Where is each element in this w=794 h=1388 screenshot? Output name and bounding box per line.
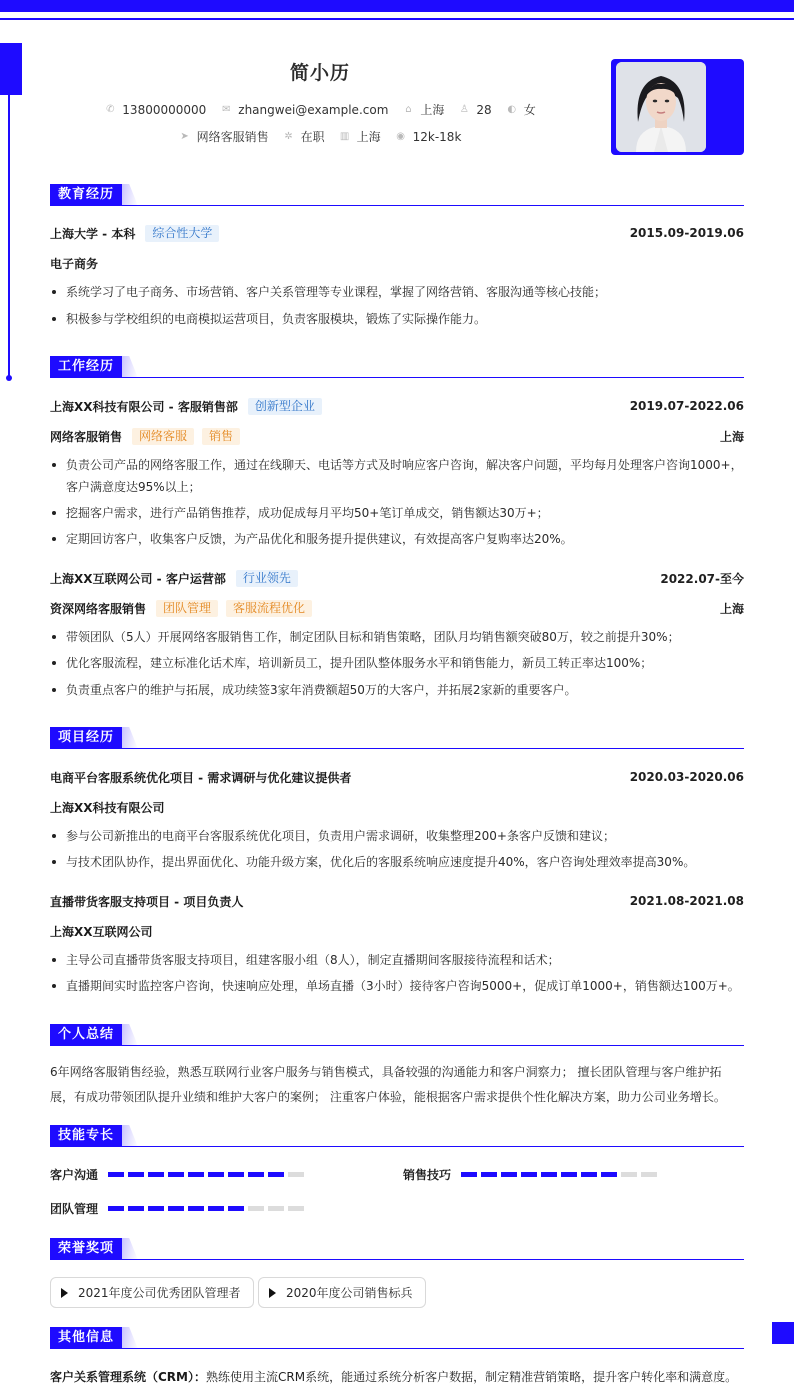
section-education <box>50 184 744 206</box>
skill-segment-filled <box>168 1172 184 1177</box>
project-company-row <box>50 798 744 816</box>
company-name: 上海XX科技有限公司 - 客服销售部 <box>50 399 238 414</box>
company-badge: 行业领先 <box>236 570 298 587</box>
skill-segment-filled <box>521 1172 537 1177</box>
project-bullet: 主导公司直播带货客服支持项目，组建客服小组（8人），制定直播期间客服接待流程和话术； <box>50 949 744 971</box>
age-icon: ♙ <box>459 104 469 115</box>
profile-photo <box>616 62 706 152</box>
project-date: 2021.08-2021.08 <box>629 894 744 908</box>
work-entry-header <box>50 397 744 415</box>
section-title-fade <box>122 1024 138 1046</box>
gender-icon: ◐ <box>507 104 517 115</box>
section-rule <box>50 1045 744 1046</box>
section-rule <box>50 1348 744 1349</box>
skill-level-bar <box>108 1206 304 1211</box>
school-name: 上海大学 - 本科 <box>50 226 136 241</box>
section-title-fade <box>122 184 138 206</box>
work-bullet: 挖掘客户需求，进行产品销售推荐，成功促成每月平均50+笔订单成交，销售额达30万+； <box>50 502 744 524</box>
status-icon: ✲ <box>284 131 293 142</box>
skill-segment-filled <box>108 1172 124 1177</box>
section-title: 工作经历 <box>50 356 122 378</box>
section-honors <box>50 1238 744 1260</box>
section-title-fade <box>122 1327 138 1349</box>
section-rule <box>50 205 744 206</box>
section-projects <box>50 727 744 749</box>
section-title-fade <box>122 1125 138 1147</box>
job-status-value: 在职 <box>300 130 325 144</box>
section-title: 荣誉奖项 <box>50 1238 122 1260</box>
top-accent-bar <box>0 0 794 12</box>
skill-segment-filled <box>228 1206 244 1211</box>
skill-segment-filled <box>481 1172 497 1177</box>
section-other <box>50 1327 744 1349</box>
target-job-value: 网络客服销售 <box>196 130 269 144</box>
skill-segment-filled <box>461 1172 477 1177</box>
section-summary <box>50 1024 744 1046</box>
project-company-row <box>50 922 744 940</box>
work-bullet: 定期回访客户，收集客户反馈，为产品优化和服务提升提供建议，有效提高客户复购率达20%。 <box>50 528 744 550</box>
project-company: 上海XX互联网公司 <box>50 924 153 939</box>
job-role: 网络客服销售 <box>50 429 123 444</box>
skill-segment-filled <box>128 1172 144 1177</box>
education-date: 2015.09-2019.06 <box>629 226 744 240</box>
salary-value: 12k-18k <box>412 129 462 144</box>
skill-segment-empty <box>288 1172 304 1177</box>
left-timeline-dot <box>6 375 12 381</box>
work-city: 上海 <box>719 601 744 616</box>
section-title-fade <box>122 1238 138 1260</box>
work-role-row <box>50 599 744 617</box>
other-info-label: 客户关系管理系统（CRM）： <box>50 1369 206 1384</box>
top-accent-line <box>0 18 794 20</box>
skill-segment-filled <box>188 1172 204 1177</box>
candidate-name: 简小历 <box>289 62 350 84</box>
work-bullet: 负责公司产品的网络客服工作，通过在线聊天、电话等方式及时响应客户咨询，解决客户问题，平均每月处理客户咨询1000+，客户满意度达95%以上； <box>50 454 744 498</box>
education-bullet: 系统学习了电子商务、市场营销、客户关系管理等专业课程，掌握了网络营销、客服沟通等核心技能； <box>50 281 744 303</box>
gender-item <box>506 101 536 118</box>
phone-item <box>104 103 206 117</box>
project-bullet: 参与公司新推出的电商平台客服系统优化项目，负责用户需求调研，收集整理200+条客户反馈和建议； <box>50 825 744 847</box>
job-status-item <box>283 128 325 145</box>
location-item <box>402 101 444 118</box>
skill-segment-filled <box>208 1206 224 1211</box>
salary-icon: ◉ <box>396 131 405 142</box>
section-title-fade <box>122 356 138 378</box>
skill-level-bar <box>108 1172 304 1177</box>
section-rule <box>50 377 744 378</box>
work-role-row <box>50 427 744 445</box>
award-chip <box>258 1277 426 1308</box>
skill-item <box>403 1166 657 1183</box>
skill-segment-filled <box>168 1206 184 1211</box>
skill-segment-filled <box>128 1206 144 1211</box>
skill-segment-filled <box>601 1172 617 1177</box>
education-entry-header <box>50 224 744 242</box>
target-city-item <box>339 128 381 145</box>
skill-name: 团队管理 <box>50 1202 99 1216</box>
skill-name: 客户沟通 <box>50 1168 99 1182</box>
section-title-fade <box>122 727 138 749</box>
work-bullet: 优化客服流程，建立标准化话术库，培训新员工，提升团队整体服务水平和销售能力，新员工转正率达100%； <box>50 652 744 674</box>
skill-segment-empty <box>268 1206 284 1211</box>
skill-segment-empty <box>641 1172 657 1177</box>
section-work <box>50 356 744 378</box>
skill-item <box>50 1200 304 1217</box>
education-bullet: 积极参与学校组织的电商模拟运营项目，负责客服模块，锻炼了实际操作能力。 <box>50 308 744 330</box>
skill-segment-empty <box>248 1206 264 1211</box>
role-tag: 网络客服 <box>132 428 194 445</box>
company-badge: 创新型企业 <box>248 398 322 415</box>
skill-name: 销售技巧 <box>403 1168 452 1182</box>
skill-segment-filled <box>248 1172 264 1177</box>
role-tag: 团队管理 <box>156 600 218 617</box>
email-value: zhangwei@example.com <box>238 102 389 117</box>
contact-row <box>0 101 640 118</box>
company-name: 上海XX互联网公司 - 客户运营部 <box>50 571 226 586</box>
skill-segment-filled <box>268 1172 284 1177</box>
salary-item <box>395 130 462 144</box>
skill-segment-filled <box>188 1206 204 1211</box>
project-entry-header <box>50 768 744 786</box>
section-title: 技能专长 <box>50 1125 122 1147</box>
skill-segment-filled <box>208 1172 224 1177</box>
skill-segment-empty <box>621 1172 637 1177</box>
gender-value: 女 <box>523 103 536 117</box>
education-major-row <box>50 254 744 272</box>
work-city: 上海 <box>719 429 744 444</box>
location-value: 上海 <box>420 103 445 117</box>
send-icon: ➤ <box>180 131 189 142</box>
skill-segment-filled <box>148 1206 164 1211</box>
section-rule <box>50 1146 744 1147</box>
section-skills <box>50 1125 744 1147</box>
play-triangle-icon <box>269 1288 276 1298</box>
school-badge: 综合性大学 <box>145 225 219 242</box>
skill-level-bar <box>461 1172 657 1177</box>
skill-segment-filled <box>561 1172 577 1177</box>
skill-segment-empty <box>288 1206 304 1211</box>
profile-photo-frame <box>611 59 744 155</box>
job-role: 资深网络客服销售 <box>50 601 147 616</box>
role-tag: 客服流程优化 <box>226 600 312 617</box>
other-info-row <box>50 1367 744 1385</box>
section-title: 个人总结 <box>50 1024 122 1046</box>
skill-item <box>50 1166 304 1183</box>
age-item <box>458 103 491 117</box>
project-entry-header <box>50 892 744 910</box>
work-date: 2019.07-2022.06 <box>629 399 744 413</box>
mail-icon: ✉ <box>222 104 231 115</box>
award-label: 2020年度公司销售标兵 <box>286 1286 413 1300</box>
award-label: 2021年度公司优秀团队管理者 <box>78 1286 241 1300</box>
major-name: 电子商务 <box>50 256 99 271</box>
project-company: 上海XX科技有限公司 <box>50 800 165 815</box>
work-entry-header <box>50 569 744 587</box>
job-intent-row <box>0 128 640 145</box>
section-rule <box>50 1259 744 1260</box>
other-info-text: 熟练使用主流CRM系统，能通过系统分析客户数据，制定精准营销策略，提升客户转化率和满意度。 <box>206 1369 738 1384</box>
section-title: 项目经历 <box>50 727 122 749</box>
section-title: 其他信息 <box>50 1327 122 1349</box>
phone-value: 13800000000 <box>122 102 207 117</box>
work-date: 2022.07-至今 <box>660 571 744 586</box>
skill-segment-filled <box>108 1206 124 1211</box>
skill-segment-filled <box>581 1172 597 1177</box>
target-city-value: 上海 <box>356 130 381 144</box>
skill-segment-filled <box>501 1172 517 1177</box>
phone-icon: ✆ <box>106 104 115 115</box>
skill-segment-filled <box>228 1172 244 1177</box>
section-title: 教育经历 <box>50 184 122 206</box>
target-job-item <box>179 128 269 145</box>
right-accent-tab <box>772 1322 794 1344</box>
project-date: 2020.03-2020.06 <box>629 770 744 784</box>
role-tag: 销售 <box>202 428 240 445</box>
project-title: 直播带货客服支持项目 - 项目负责人 <box>50 894 244 909</box>
work-bullet: 负责重点客户的维护与拓展，成功续签3家年消费额超50万的大客户，并拓展2家新的重要客户。 <box>50 679 744 701</box>
section-rule <box>50 748 744 749</box>
home-icon: ⌂ <box>405 104 412 115</box>
award-chip <box>50 1277 254 1308</box>
play-triangle-icon <box>61 1288 68 1298</box>
building-icon: ▥ <box>339 131 350 142</box>
project-bullet: 直播期间实时监控客户咨询，快速响应处理，单场直播（3小时）接待客户咨询5000+，促成订单1000+，销售额达100万+。 <box>50 975 744 997</box>
skill-segment-filled <box>148 1172 164 1177</box>
age-value: 28 <box>476 102 492 117</box>
project-bullet: 与技术团队协作，提出界面优化、功能升级方案，优化后的客服系统响应速度提升40%，客户咨询处理效率提高30%。 <box>50 851 744 873</box>
email-item <box>220 103 388 117</box>
project-title: 电商平台客服系统优化项目 - 需求调研与优化建议提供者 <box>50 770 352 785</box>
skill-segment-filled <box>541 1172 557 1177</box>
portrait-illustration <box>616 62 706 152</box>
work-bullet: 带领团队（5人）开展网络客服销售工作，制定团队目标和销售策略，团队月均销售额突破80万，较之前提升30%； <box>50 626 744 648</box>
summary-text: 6年网络客服销售经验，熟悉互联网行业客户服务与销售模式，具备较强的沟通能力和客户洞察力； 擅长团队管理与客户维护拓展，有成功带领团队提升业绩和维护大客户的案例； 注重客户体验，能根据客户需求提供个性化解决方案，助力公司业务增长。 <box>50 1065 726 1104</box>
